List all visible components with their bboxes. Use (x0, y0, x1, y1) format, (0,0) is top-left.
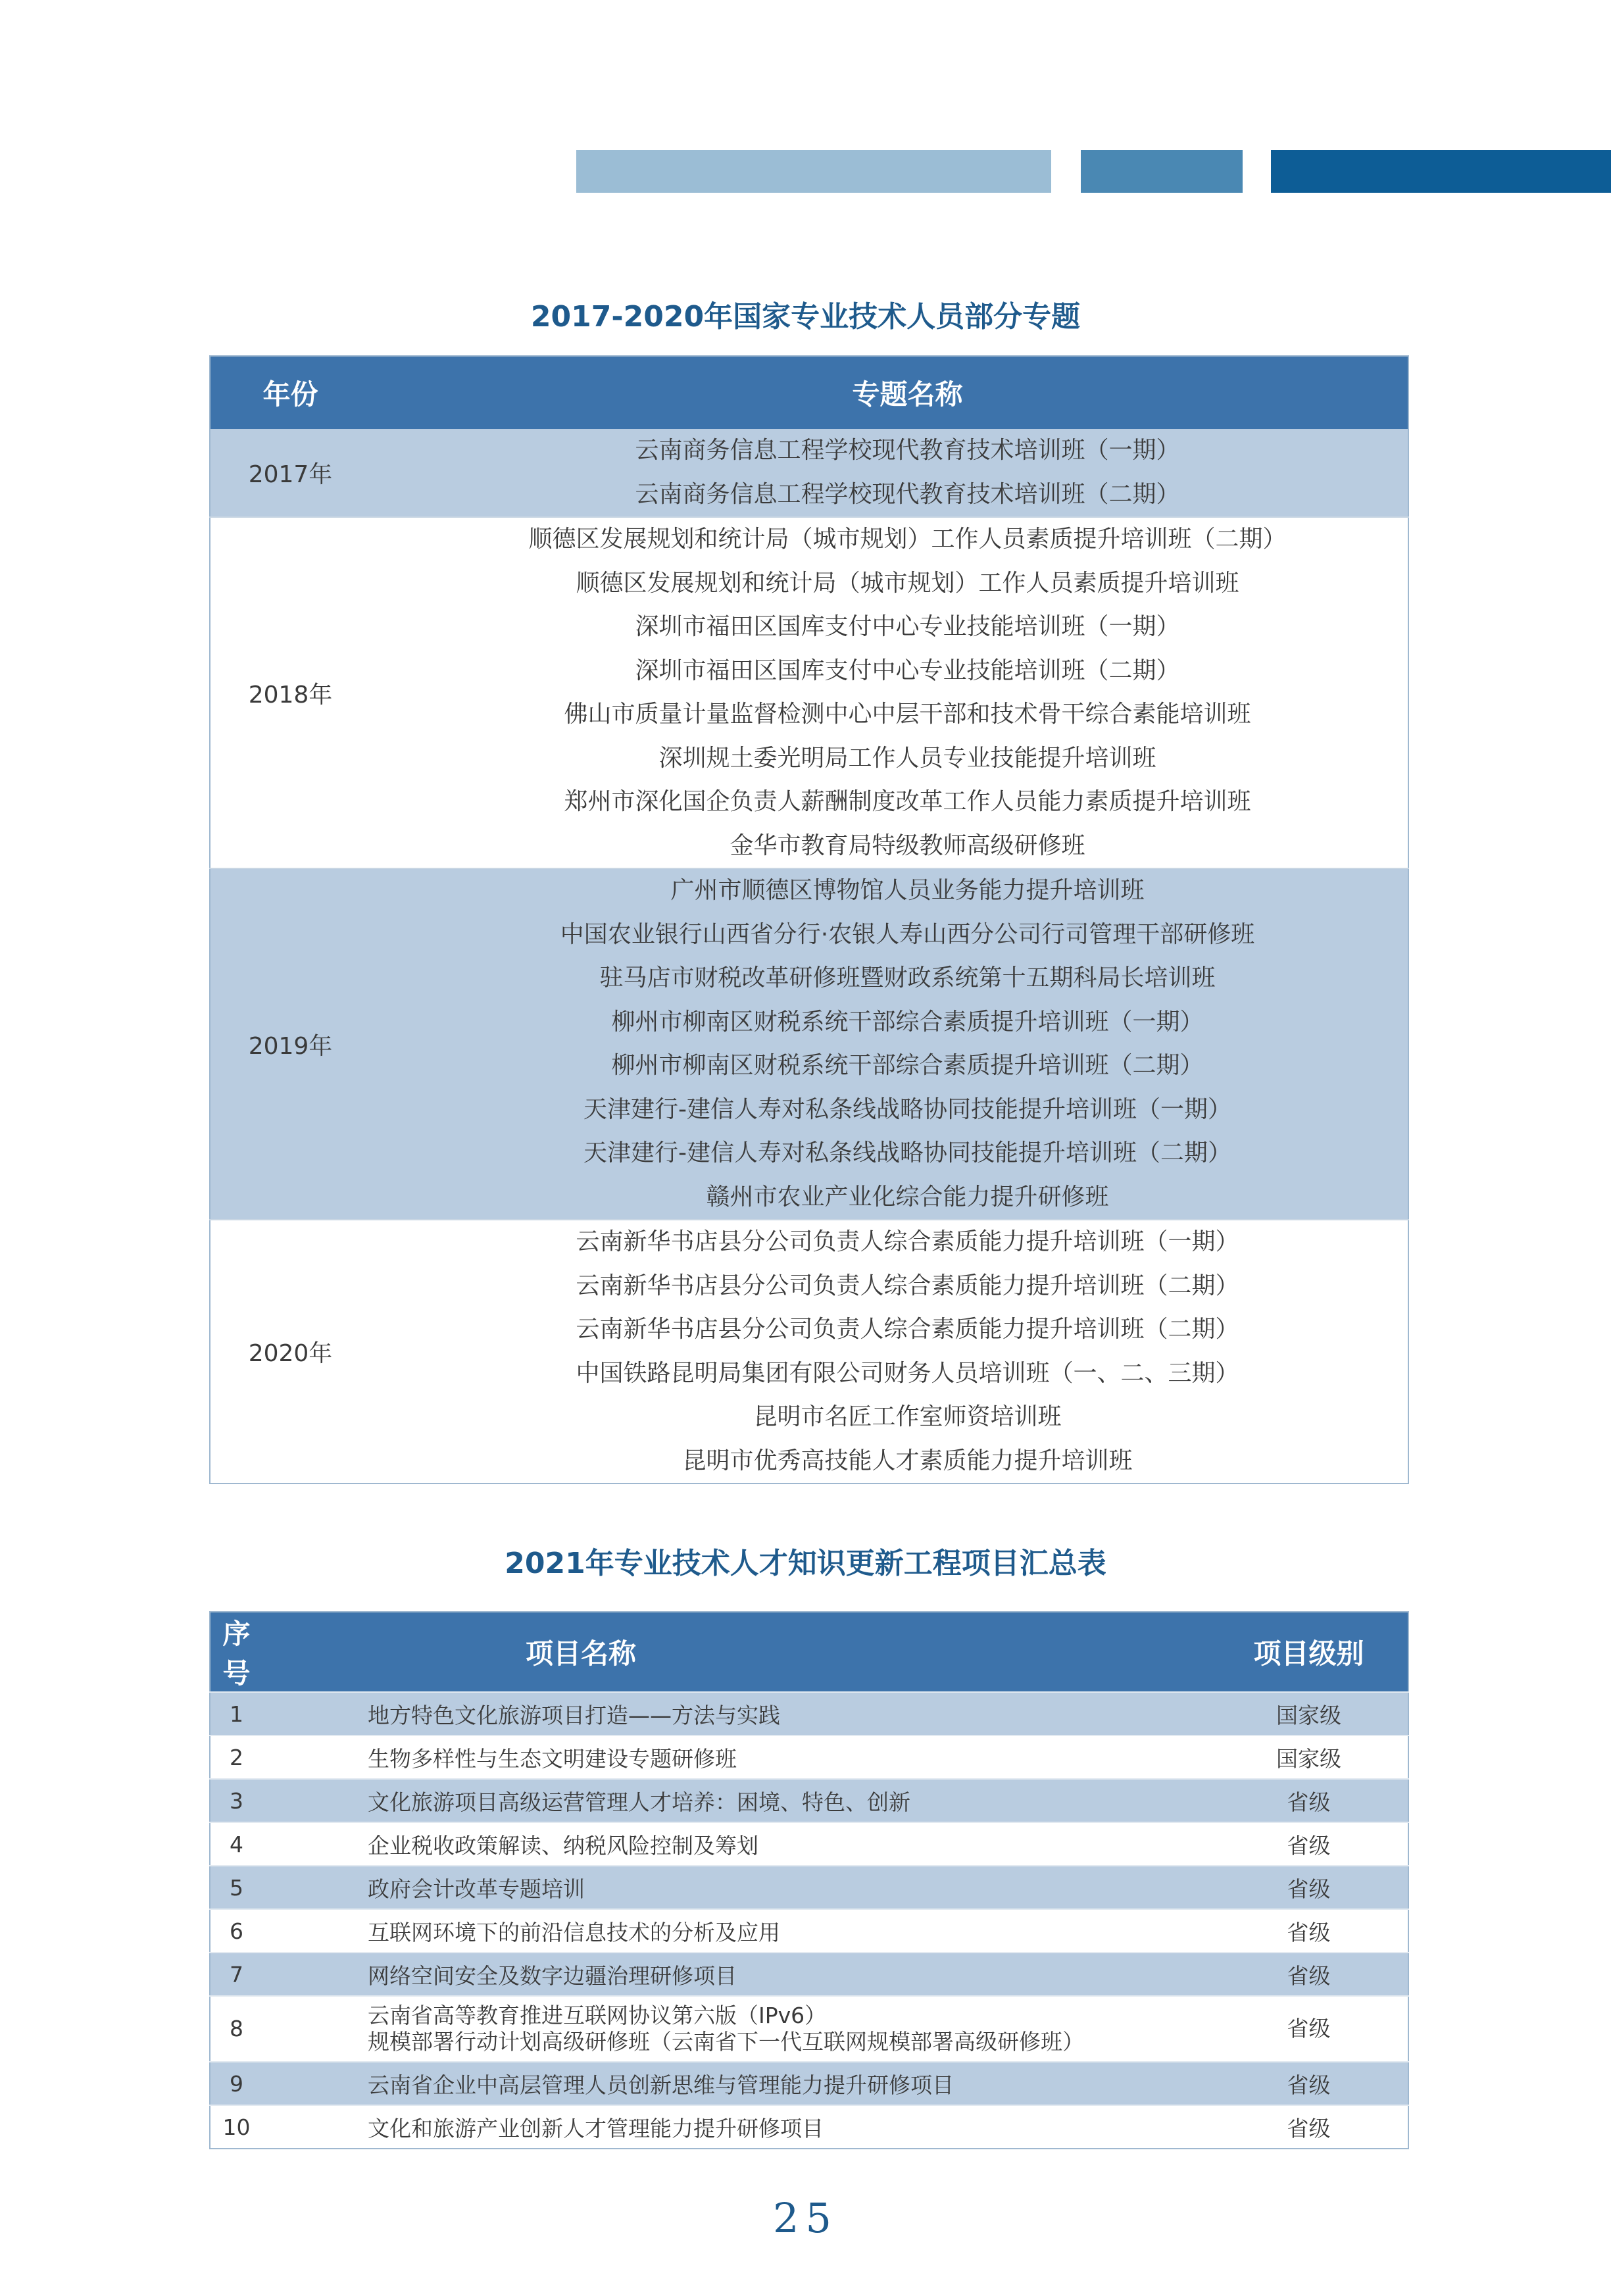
topic-cell (407, 649, 1408, 693)
topic-name: 云南新华书店县分公司负责人综合素质能力提升培训班（一期） (576, 1228, 1239, 1255)
topic-name: 柳州市柳南区财税系统干部综合素质提升培训班（一期） (611, 1008, 1204, 1036)
topic-cell (407, 1439, 1408, 1484)
topic-name: 昆明市名匠工作室师资培训班 (753, 1403, 1062, 1430)
topic-cell (407, 1088, 1408, 1132)
topic-cell (407, 1264, 1408, 1309)
topic-cell (407, 693, 1408, 737)
table-row (210, 2105, 1408, 2149)
topic-name: 深圳市福田区国库支付中心专业技能培训班（二期） (635, 657, 1180, 684)
topic-name: 驻马店市财税改革研修班暨财政系统第十五期科局长培训班 (599, 964, 1216, 991)
header-level: 项目级别 (1210, 1612, 1408, 1692)
table-row (210, 1953, 1408, 1996)
project-name: 文化旅游项目高级运营管理人才培养：困境、特色、创新 (368, 1789, 910, 1815)
topic-cell (407, 1044, 1408, 1088)
topic-cell (407, 737, 1408, 781)
project-level: 省级 (1210, 2062, 1408, 2105)
projects-table (209, 1611, 1409, 2149)
header-topic: 专题名称 (407, 356, 1408, 429)
table-row (210, 429, 1408, 473)
project-name-cell (309, 1822, 1210, 1866)
project-name: 企业税收政策解读、纳税风险控制及筹划 (368, 1832, 758, 1859)
topic-name: 金华市教育局特级教师高级研修班 (730, 832, 1085, 859)
project-name: 云南省企业中高层管理人员创新思维与管理能力提升研修项目 (368, 2072, 954, 2098)
header-name: 项目名称 (309, 1612, 1210, 1692)
project-name-cell (309, 1735, 1210, 1779)
topic-cell (407, 473, 1408, 518)
topic-cell (407, 824, 1408, 869)
topic-cell (407, 1395, 1408, 1439)
header-year: 年份 (210, 356, 407, 429)
table2-title: 2021年专业技术人才知识更新工程项目汇总表 (505, 1547, 1106, 1580)
table1-header-row (210, 356, 1408, 429)
row-number: 6 (210, 1909, 309, 1953)
table2-header-row (210, 1612, 1408, 1692)
project-level: 省级 (1210, 2105, 1408, 2149)
project-level: 国家级 (1210, 1692, 1408, 1735)
project-level: 省级 (1210, 1822, 1408, 1866)
page-number: 25 (773, 2194, 838, 2242)
table-row (210, 1909, 1408, 1953)
row-number: 9 (210, 2062, 309, 2105)
topic-name: 天津建行-建信人寿对私条线战略协同技能提升培训班（一期） (583, 1095, 1231, 1123)
topic-cell (407, 1132, 1408, 1176)
topic-name: 赣州市农业产业化综合能力提升研修班 (706, 1183, 1109, 1210)
project-level: 省级 (1210, 1996, 1408, 2062)
project-name-cell (309, 1909, 1210, 1953)
topic-name: 柳州市柳南区财税系统干部综合素质提升培训班（二期） (611, 1052, 1204, 1079)
table-row (210, 1779, 1408, 1822)
project-level: 国家级 (1210, 1735, 1408, 1779)
year-cell: 2017年 (210, 429, 407, 517)
topic-name: 云南商务信息工程学校现代教育技术培训班（二期） (635, 480, 1180, 508)
table-row (210, 868, 1408, 913)
topic-name: 中国农业银行山西省分行·农银人寿山西分公司行司管理干部研修班 (560, 920, 1255, 948)
project-name: 政府会计改革专题培训 (368, 1876, 585, 1902)
topic-name: 云南新华书店县分公司负责人综合素质能力提升培训班（二期） (576, 1316, 1239, 1343)
project-name: 地方特色文化旅游项目打造——方法与实践 (368, 1702, 780, 1728)
header-bar-medium (1081, 150, 1243, 193)
table-row (210, 1735, 1408, 1779)
project-name-cell (309, 1866, 1210, 1909)
project-level: 省级 (1210, 1866, 1408, 1909)
project-name: 文化和旅游产业创新人才管理能力提升研修项目 (368, 2115, 824, 2141)
row-number: 7 (210, 1953, 309, 1996)
table1-title: 2017-2020年国家专业技术人员部分专题 (530, 300, 1081, 334)
row-number: 10 (210, 2105, 309, 2149)
topic-cell (407, 517, 1408, 562)
year-cell: 2020年 (210, 1220, 407, 1484)
table-row (210, 1996, 1408, 2062)
table-row (210, 1822, 1408, 1866)
topic-cell (407, 562, 1408, 606)
topic-cell (407, 957, 1408, 1001)
row-number: 3 (210, 1779, 309, 1822)
year-cell: 2018年 (210, 517, 407, 868)
topic-name: 昆明市优秀高技能人才素质能力提升培训班 (682, 1447, 1133, 1474)
table-row (210, 517, 1408, 562)
project-name-cell (309, 1953, 1210, 1996)
project-level: 省级 (1210, 1909, 1408, 1953)
topic-cell (407, 605, 1408, 649)
topic-name: 云南商务信息工程学校现代教育技术培训班（一期） (635, 437, 1180, 464)
table-row (210, 2062, 1408, 2105)
topic-name: 天津建行-建信人寿对私条线战略协同技能提升培训班（二期） (583, 1139, 1231, 1166)
project-name-cell (309, 1692, 1210, 1735)
row-number: 8 (210, 1996, 309, 2062)
header-bar-dark (1271, 150, 1611, 193)
row-number: 1 (210, 1692, 309, 1735)
project-name: 生物多样性与生态文明建设专题研修班 (368, 1745, 737, 1772)
table-row (210, 1220, 1408, 1264)
topic-cell (407, 1001, 1408, 1045)
topic-cell (407, 868, 1408, 913)
project-name: 网络空间安全及数字边疆治理研修项目 (368, 1962, 737, 1989)
project-level: 省级 (1210, 1953, 1408, 1996)
topic-cell (407, 913, 1408, 957)
row-number: 4 (210, 1822, 309, 1866)
project-name-cell (309, 1779, 1210, 1822)
topic-name: 广州市顺德区博物馆人员业务能力提升培训班 (670, 877, 1145, 904)
header-bar-light (576, 150, 1051, 193)
topic-name: 云南新华书店县分公司负责人综合素质能力提升培训班（二期） (576, 1272, 1239, 1299)
topic-name: 中国铁路昆明局集团有限公司财务人员培训班（一、二、三期） (576, 1359, 1239, 1387)
topic-cell (407, 1308, 1408, 1352)
topic-name: 顺德区发展规划和统计局（城市规划）工作人员素质提升培训班（二期） (528, 526, 1287, 553)
project-name-cell (309, 2105, 1210, 2149)
topic-cell (407, 1352, 1408, 1396)
project-name: 互联网环境下的前沿信息技术的分析及应用 (368, 1919, 780, 1945)
project-name-line2: 规模部署行动计划高级研修班（云南省下一代互联网规模部署高级研修班） (368, 2029, 1084, 2055)
topic-name: 深圳规土委光明局工作人员专业技能提升培训班 (658, 744, 1156, 772)
header-no: 序号 (210, 1612, 309, 1692)
table-row (210, 1692, 1408, 1735)
topic-cell (407, 780, 1408, 824)
row-number: 2 (210, 1735, 309, 1779)
topic-name: 顺德区发展规划和统计局（城市规划）工作人员素质提升培训班 (576, 569, 1239, 597)
year-cell: 2019年 (210, 868, 407, 1220)
topic-cell (407, 1176, 1408, 1220)
row-number: 5 (210, 1866, 309, 1909)
project-name: 云南省高等教育推进互联网协议第六版（IPv6） (368, 2003, 827, 2028)
topic-name: 深圳市福田区国库支付中心专业技能培训班（一期） (635, 613, 1180, 640)
topic-name: 佛山市质量计量监督检测中心中层干部和技术骨干综合素能培训班 (564, 701, 1251, 728)
project-name-cell (309, 1996, 1210, 2062)
project-level: 省级 (1210, 1779, 1408, 1822)
topic-name: 郑州市深化国企负责人薪酬制度改革工作人员能力素质提升培训班 (564, 788, 1251, 815)
topic-cell (407, 429, 1408, 473)
topic-cell (407, 1220, 1408, 1264)
table-row (210, 1866, 1408, 1909)
special-topics-table (209, 355, 1409, 1484)
project-name-cell (309, 2062, 1210, 2105)
